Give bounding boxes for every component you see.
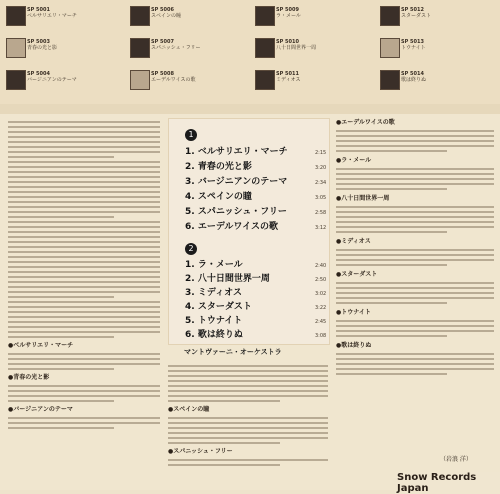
track-item: 6. 歌は終りぬ 3:08 [185,330,327,340]
album-thumbnail [255,38,275,58]
catalog-entry: SP 5001 ペルサリエリ・マーチ [27,7,77,19]
notes-column-middle [168,362,328,469]
track-item: 4. スペインの瞳 3:05 [185,192,327,202]
section-heading: ●八十日間世界一周 [336,195,390,202]
catalog-entry: SP 5010 八十日間世界一周 [276,39,317,51]
author-credit: （岩浪 洋） [440,456,472,463]
track-item: 5. スパニッシュ・フリー 2:58 [185,207,327,217]
album-thumbnail [6,6,26,26]
track-listing [168,118,330,345]
album-thumbnail [255,6,275,26]
album-thumbnail [130,70,150,90]
section-heading: ●青春の光と影 [8,374,50,381]
section-heading: ●スパニッシュ・フリー [168,448,233,455]
notes-column-right [336,114,494,378]
section-heading: ●トウナイト [336,309,371,316]
catalog-entry: SP 5003 青春の光と影 [27,39,58,51]
catalog-entry: SP 5009 ラ・メール [276,7,301,19]
section-heading: ●ミディオス [336,238,371,245]
album-thumbnail [6,70,26,90]
catalog-entry: SP 5006 スペインの瞳 [151,7,182,19]
album-thumbnail [130,38,150,58]
section-heading: ●バージニアンのテーマ [8,406,73,413]
orchestra-credit: マントヴァーニ・オーケストラ [184,348,282,356]
side-two-badge: 2 [185,243,197,255]
album-thumbnail [380,38,400,58]
catalog-entry: SP 5014 歌は終りぬ [401,71,427,83]
track-item: 2. 青春の光と影 3:20 [185,162,327,172]
section-heading: ●ベルサリエリ・マーチ [8,342,74,349]
catalog-entry: SP 5011 ミディオス [276,71,301,83]
track-item: 1. ベルサリエリ・マーチ 2:15 [185,147,327,157]
side-one-badge: 1 [185,129,197,141]
section-heading: ●スターダスト [336,271,378,278]
catalog-entry: SP 5004 バージニアンのテーマ [27,71,77,83]
watermark: Snow Records Japan [395,472,500,494]
section-heading: ●エーデルワイスの歌 [336,119,395,126]
catalog-entry: SP 5008 エーデルワイスの歌 [151,71,196,83]
track-item: 4. スターダスト 3:22 [185,302,327,312]
notes-column-left [8,118,160,432]
track-item: 5. トウナイト 2:45 [185,316,327,326]
catalog-entry: SP 5013 トウナイト [401,39,426,51]
catalog-entry: SP 5012 スターダスト [401,7,432,19]
divider-strip [0,104,500,114]
section-heading: ●ラ・メール [336,157,372,164]
album-thumbnail [380,70,400,90]
section-heading: ●スペインの瞳 [168,406,210,413]
track-item: 3. ミディオス 3:02 [185,288,327,298]
album-thumbnail [380,6,400,26]
catalog-band [0,0,500,105]
track-item: 3. バージニアンのテーマ 2:34 [185,177,327,187]
track-item: 6. エーデルワイスの歌 3:12 [185,222,327,232]
album-thumbnail [130,6,150,26]
track-item: 2. 八十日間世界一周 2:50 [185,274,327,284]
catalog-entry: SP 5007 スパニッシュ・フリー [151,39,201,51]
album-thumbnail [6,38,26,58]
album-thumbnail [255,70,275,90]
track-item: 1. ラ・メール 2:40 [185,260,327,270]
section-heading: ●歌は終りぬ [336,342,372,349]
